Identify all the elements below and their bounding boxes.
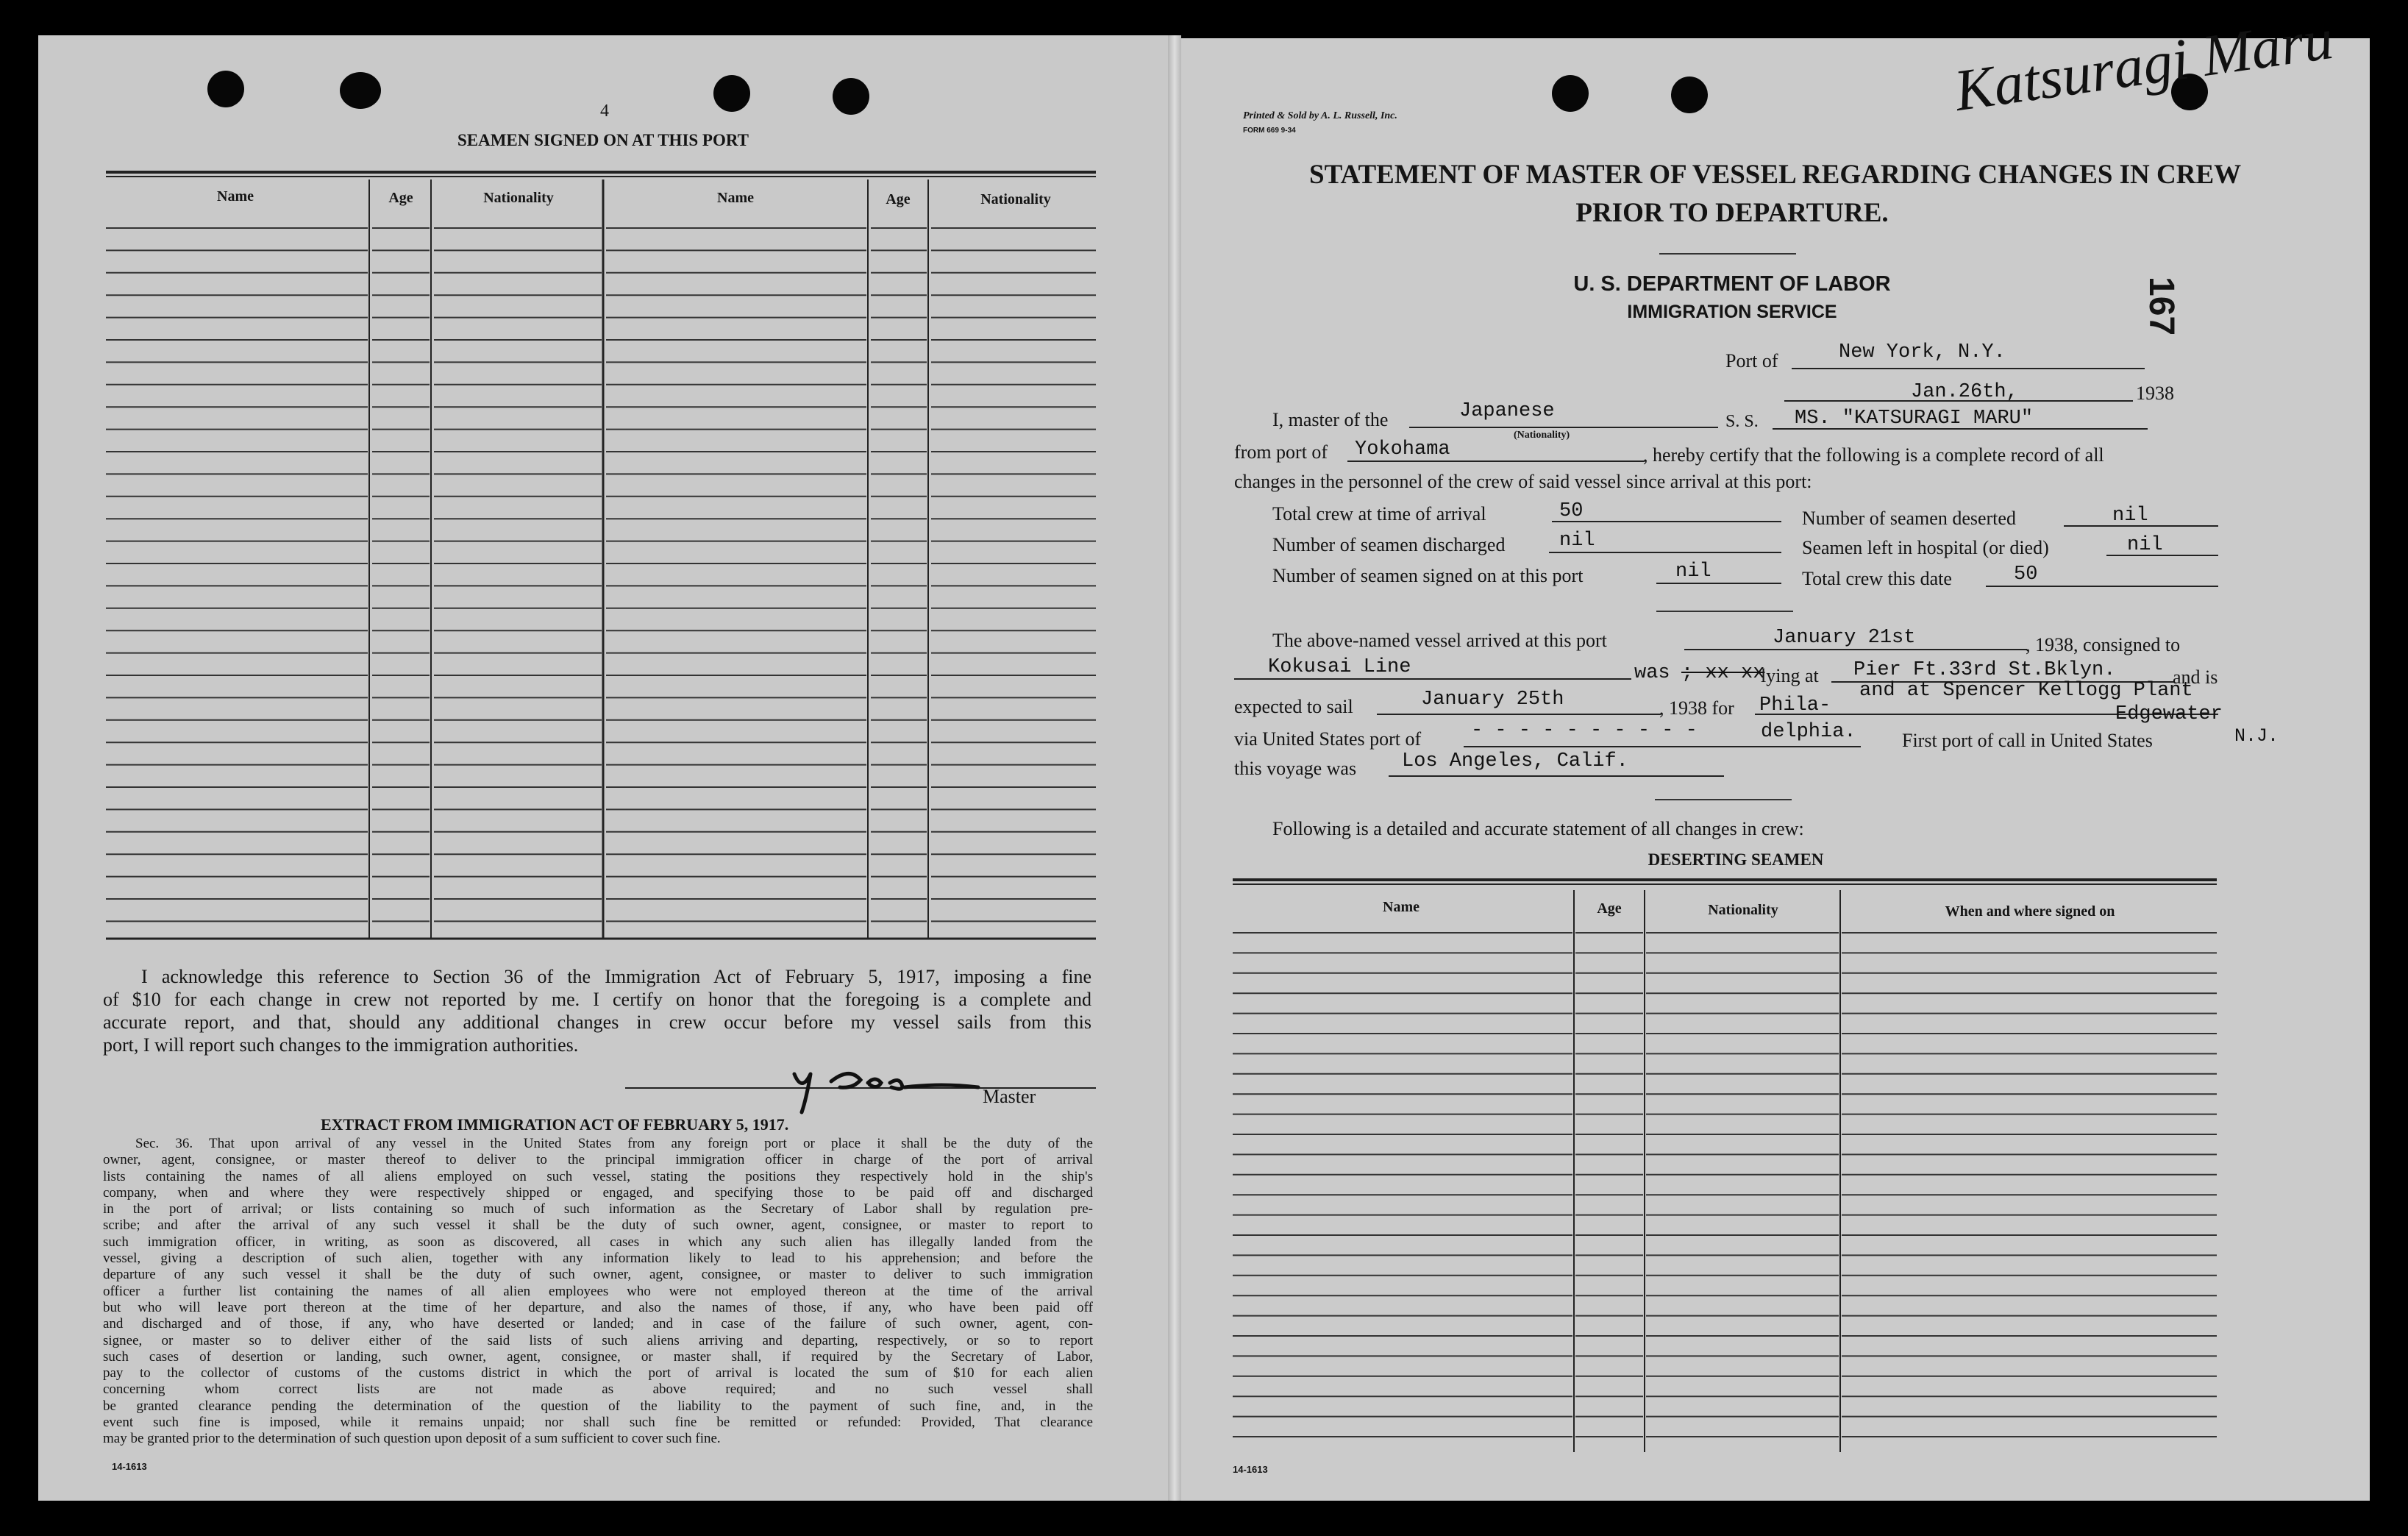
port-label: Port of — [1725, 350, 1778, 371]
deserting-header-name: Name — [1383, 899, 1419, 915]
master-of-label: I, master of the — [1272, 409, 1389, 430]
department-name: U. S. DEPARTMENT OF LABOR — [1573, 272, 1891, 296]
extract-line: scribe; and after the arrival of any such vessel it shall be the duty of such owner, agent, consignee, or master to report to — [103, 1217, 1093, 1234]
consignee-value: Kokusai Line — [1268, 656, 1411, 678]
ss-label: S. S. — [1725, 412, 1759, 431]
lying-value-line4: N.J. — [2234, 725, 2279, 747]
service-name: IMMIGRATION SERVICE — [1627, 302, 1837, 322]
master-label: Master — [983, 1086, 1036, 1107]
changes-text: changes in the personnel of the crew of said vessel since arrival at this port: — [1234, 471, 1812, 492]
left-form-number: 14-1613 — [112, 1461, 147, 1472]
extract-line: but who will leave port thereon at the time of her departure, and also the names of those, if any, who have been paid off — [103, 1299, 1093, 1315]
arrived-value: January 21st — [1773, 627, 1916, 649]
left-table-title: SEAMEN SIGNED ON AT THIS PORT — [457, 131, 749, 149]
vessel-value: MS. "KATSURAGI MARU" — [1795, 408, 2034, 430]
extract-line: event such fine is imposed, while it remains unpaid; nor shall such fine be remitted or refunded: Provided, That clearance — [103, 1415, 1093, 1431]
lying-value-line2: and at Spencer Kellogg Plant — [1859, 680, 2193, 702]
extract-line: signee, or master so to deliver either of the said lists of such aliens arriving and departing, respectively, or so to report — [103, 1332, 1093, 1348]
certify-text: , hereby certify that the following is a complete record of all — [1643, 444, 2104, 466]
total-date-value: 50 — [2014, 563, 2038, 586]
hospital-label: Seamen left in hospital (or died) — [1802, 537, 2049, 558]
right-form-number: 14-1613 — [1233, 1464, 1268, 1475]
left-header-name-1: Name — [217, 188, 254, 205]
was-label: was — [1634, 662, 1670, 684]
left-header-age-1: Age — [388, 190, 413, 206]
extract-line: concerning whom correct lists are not made as above required; and no such vessel shall — [103, 1382, 1093, 1398]
left-header-name-2: Name — [717, 190, 754, 206]
expected-value: January 25th — [1421, 689, 1564, 711]
first-port-label: First port of call in United States — [1902, 730, 2153, 751]
and-is-text: and is — [2173, 666, 2218, 688]
via-value: - - - - - - - - - - — [1471, 719, 1698, 742]
extract-line: lists containing the names of all aliens employed on such vessel, stating the positions they respectively hold in the ship's — [103, 1168, 1093, 1184]
form-code: FORM 669 9-34 — [1243, 127, 1296, 135]
discharged-value: nil — [1559, 530, 1595, 552]
signed-on-value: nil — [1675, 561, 1711, 583]
voyage-value: Los Angeles, Calif. — [1402, 750, 1628, 772]
deserted-value: nil — [2112, 505, 2148, 527]
total-arrival-label: Total crew at time of arrival — [1272, 503, 1486, 525]
extract-line: and discharged and of those, if any, who have deserted or landed; and in case of the failure of such owner, agent, con- — [103, 1316, 1093, 1332]
left-header-nationality-1: Nationality — [483, 190, 554, 206]
handwritten-vessel-name: Katsuragi Maru — [1951, 6, 2337, 124]
ack-line: accurate report, and that, should any additional changes in crew occur before my vessel sails from this — [103, 1011, 1091, 1033]
total-arrival-value: 50 — [1559, 500, 1584, 522]
extract-line: owner, agent, consignee, or master thereof to deliver to the principal immigration officer in charge of the port of arrival — [103, 1152, 1093, 1168]
ack-line: of $10 for each change in crew not reported by me. I certify on honor that the foregoing is a complete and — [103, 989, 1091, 1010]
port-value: New York, N.Y. — [1839, 341, 2006, 363]
left-header-nationality-2: Nationality — [980, 191, 1051, 207]
ack-line: I acknowledge this reference to Section 36 of the Immigration Act of February 5, 1917, imposing a fine — [141, 966, 1091, 987]
via-label: via United States port of — [1234, 728, 1422, 750]
extract-line: such cases of desertion or landing, such owner, agent, consignee, or master shall, if required by the Secretary of Labor, — [103, 1348, 1093, 1365]
extract-line: pay to the collector of customs of the customs district in which the port of arrival is located the sum of $10 for each alien — [103, 1365, 1093, 1382]
ack-line: port, I will report such changes to the immigration authorities. — [103, 1034, 579, 1056]
year-printed: 1938 — [2136, 383, 2174, 404]
form-title-line1: STATEMENT OF MASTER OF VESSEL REGARDING CHANGES IN CREW — [1309, 160, 2242, 190]
deserting-header-age: Age — [1597, 900, 1622, 917]
from-port-label: from port of — [1234, 441, 1328, 463]
nationality-value: Japanese — [1459, 400, 1555, 422]
arrived-label: The above-named vessel arrived at this port — [1272, 630, 1607, 651]
extract-line: company, when and where they were respectively shipped or engaged, and specifying those to be paid off and discharged — [103, 1184, 1093, 1201]
lying-value: Pier Ft.33rd St.Bklyn. — [1853, 659, 2116, 681]
deserted-label: Number of seamen deserted — [1802, 508, 2016, 529]
was-crossed: ; xx xx — [1681, 662, 1765, 684]
left-page-number: 4 — [600, 102, 609, 121]
extract-line: be granted clearance pending the determination of the question of the liability to the payment of such fine, and, in the — [103, 1398, 1093, 1414]
extract-line: vessel, giving a description of such alien, together with any information likely to lead to his apprehension; and before the — [103, 1251, 1093, 1267]
deserting-header-nationality: Nationality — [1708, 902, 1778, 918]
extract-line: departure of any such vessel it shall be the duty of such owner, agent, consignee, or master to deliver to such immigration — [103, 1267, 1093, 1283]
left-header-age-2: Age — [886, 191, 911, 207]
hospital-value: nil — [2127, 534, 2163, 556]
discharged-label: Number of seamen discharged — [1272, 534, 1506, 555]
total-date-label: Total crew this date — [1802, 568, 1952, 589]
extract-line: in the port of arrival; or lists containing so much of such information as the Secretary of Labor shall by regulation pre- — [103, 1201, 1093, 1217]
extract-line: Sec. 36. That upon arrival of any vessel in the United States from any foreign port or place it shall be the duty of the — [135, 1136, 1093, 1151]
lying-value-line3: Edgewater — [2115, 703, 2223, 725]
deserting-header-signed-on: When and where signed on — [1945, 903, 2115, 920]
destination-value-line2: delphia. — [1761, 721, 1856, 743]
following-text: Following is a detailed and accurate statement of all changes in crew: — [1272, 818, 1804, 839]
extract-line: may be granted prior to the determination of such question upon deposit of a sum sufficient to cover such fine. — [103, 1431, 721, 1447]
extract-title: EXTRACT FROM IMMIGRATION ACT OF FEBRUARY 5, 1917. — [321, 1115, 789, 1134]
voyage-label: this voyage was — [1234, 758, 1357, 779]
from-port-value: Yokohama — [1355, 438, 1450, 461]
signed-on-label: Number of seamen signed on at this port — [1272, 565, 1584, 586]
date-value: Jan.26th, — [1911, 381, 2018, 403]
nationality-caption: (Nationality) — [1514, 430, 1570, 441]
lying-label: lying at — [1761, 665, 1819, 686]
printer-line: Printed & Sold by A. L. Russell, Inc. — [1243, 110, 1397, 121]
deserting-table-title: DESERTING SEAMEN — [1648, 850, 1824, 869]
stamp-number: 167 — [2142, 277, 2181, 336]
form-title-line2: PRIOR TO DEPARTURE. — [1575, 198, 1889, 228]
arrived-year: , 1938, consigned to — [2026, 634, 2181, 655]
extract-line: such immigration officer, in writing, as soon as discovered, all cases in which any such alien has illegally landed from the — [103, 1234, 1093, 1250]
expected-year: , 1938 for — [1659, 697, 1734, 719]
expected-label: expected to sail — [1234, 696, 1353, 717]
extract-line: officer a further list containing the names of all alien employees who were not employed thereon at the time of the arrival — [103, 1283, 1093, 1299]
destination-value: Phila- — [1759, 694, 1831, 717]
